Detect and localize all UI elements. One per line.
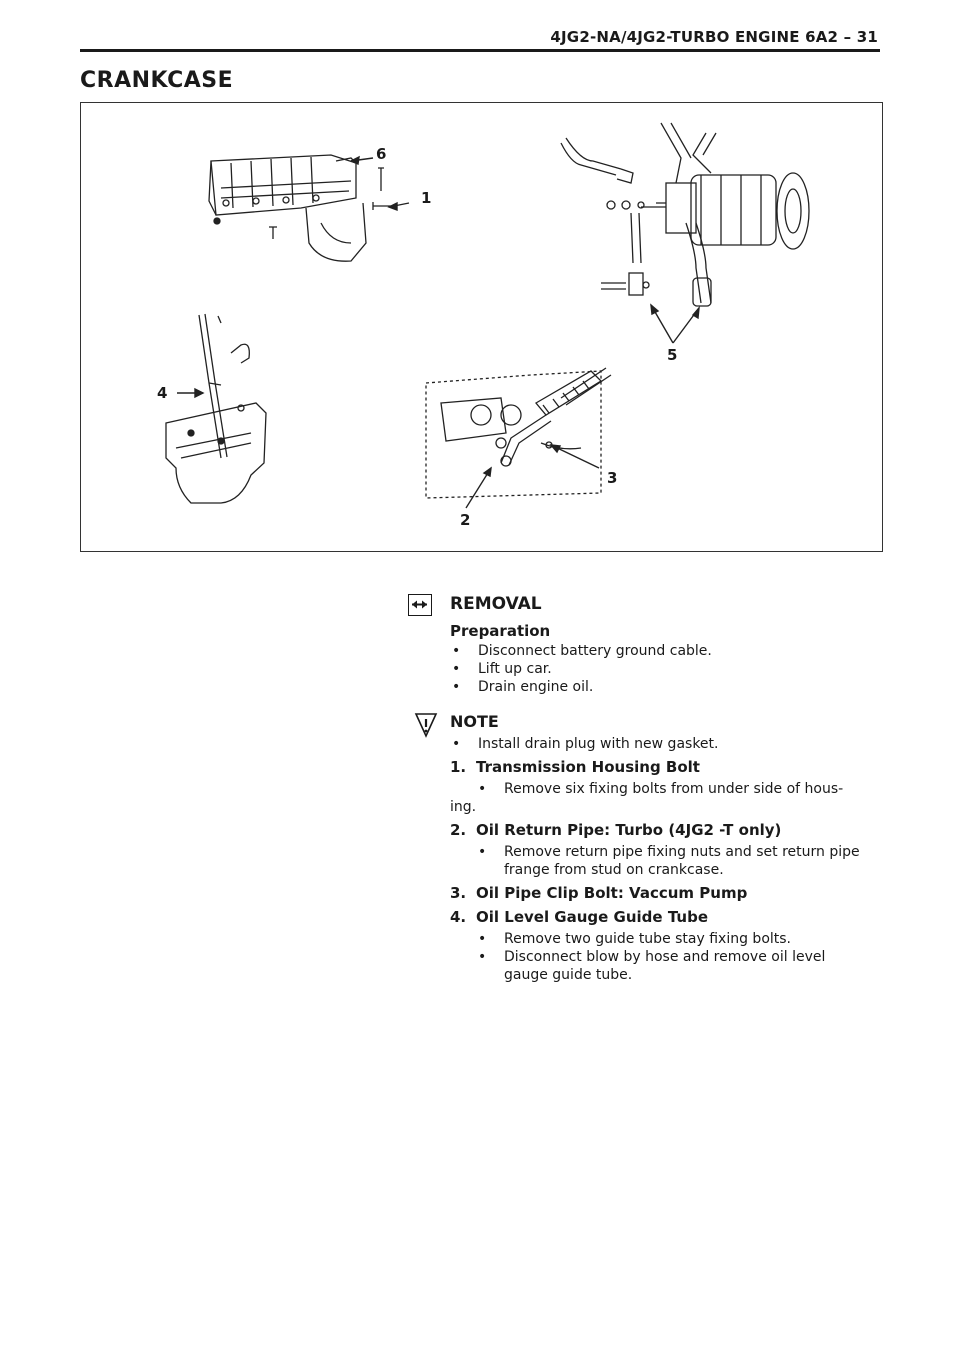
oil-return-pipe-drawing xyxy=(426,368,611,498)
preparation-heading: Preparation xyxy=(450,622,551,640)
callout-5: 5 xyxy=(667,346,678,364)
turbo-assembly-drawing xyxy=(561,123,809,306)
prep-item-1: • Disconnect battery ground cable. xyxy=(452,643,712,659)
callout-2: 2 xyxy=(460,511,471,529)
note-warning-icon xyxy=(414,712,438,742)
bullet: • xyxy=(478,844,487,860)
bullet: • xyxy=(478,949,487,965)
header-title: 4JG2-NA/4JG2-TURBO ENGINE 6A2 – 31 xyxy=(550,28,878,46)
step-1-bullet-cont: ing. xyxy=(450,799,477,815)
step-2: 2. Oil Return Pipe: Turbo (4JG2 -T only) xyxy=(450,821,782,839)
step-2-title: Oil Return Pipe: Turbo (4JG2 -T only) xyxy=(476,821,782,839)
step-4-title: Oil Level Gauge Guide Tube xyxy=(476,908,708,926)
bullet: • xyxy=(452,679,461,695)
step-4-bullet-1: • Remove two guide tube stay fixing bolts. xyxy=(478,931,792,947)
header-rule xyxy=(80,49,880,52)
step-4: 4. Oil Level Gauge Guide Tube xyxy=(450,908,708,926)
step-4-bullet-2: • Disconnect blow by hose and remove oil level xyxy=(478,949,826,965)
note-heading: NOTE xyxy=(450,712,499,731)
note-item-1: • Install drain plug with new gasket. xyxy=(452,736,719,752)
removal-arrows-icon xyxy=(408,594,432,616)
callout-6: 6 xyxy=(376,145,387,163)
bullet: • xyxy=(478,781,487,797)
step-1-bullet: • Remove six fixing bolts from under side of hous- xyxy=(478,781,844,797)
crankcase-illustration xyxy=(81,103,884,553)
callout-3: 3 xyxy=(607,469,618,487)
callout-4: 4 xyxy=(157,384,168,402)
guide-tube-drawing xyxy=(166,314,266,503)
step-3: 3. Oil Pipe Clip Bolt: Vaccum Pump xyxy=(450,884,748,902)
bullet: • xyxy=(452,661,461,677)
callout-1: 1 xyxy=(421,189,432,207)
bullet: • xyxy=(478,931,487,947)
prep-item-3: • Drain engine oil. xyxy=(452,679,594,695)
step-2-bullet: • Remove return pipe fixing nuts and set return pipe xyxy=(478,844,860,860)
running-header xyxy=(80,28,880,50)
page-title: CRANKCASE xyxy=(80,68,234,93)
bullet: • xyxy=(452,736,461,752)
step-1: 1. Transmission Housing Bolt xyxy=(450,758,700,776)
step-4-bullet-cont: gauge guide tube. xyxy=(504,967,633,983)
step-1-title: Transmission Housing Bolt xyxy=(476,758,700,776)
prep-item-2: • Lift up car. xyxy=(452,661,552,677)
step-2-bullet-cont: frange from stud on crankcase. xyxy=(504,862,724,878)
crankcase-drawing xyxy=(209,155,391,261)
bullet: • xyxy=(452,643,461,659)
crankcase-figure xyxy=(80,102,883,552)
removal-heading: REMOVAL xyxy=(450,594,542,614)
step-3-title: Oil Pipe Clip Bolt: Vaccum Pump xyxy=(476,884,748,902)
